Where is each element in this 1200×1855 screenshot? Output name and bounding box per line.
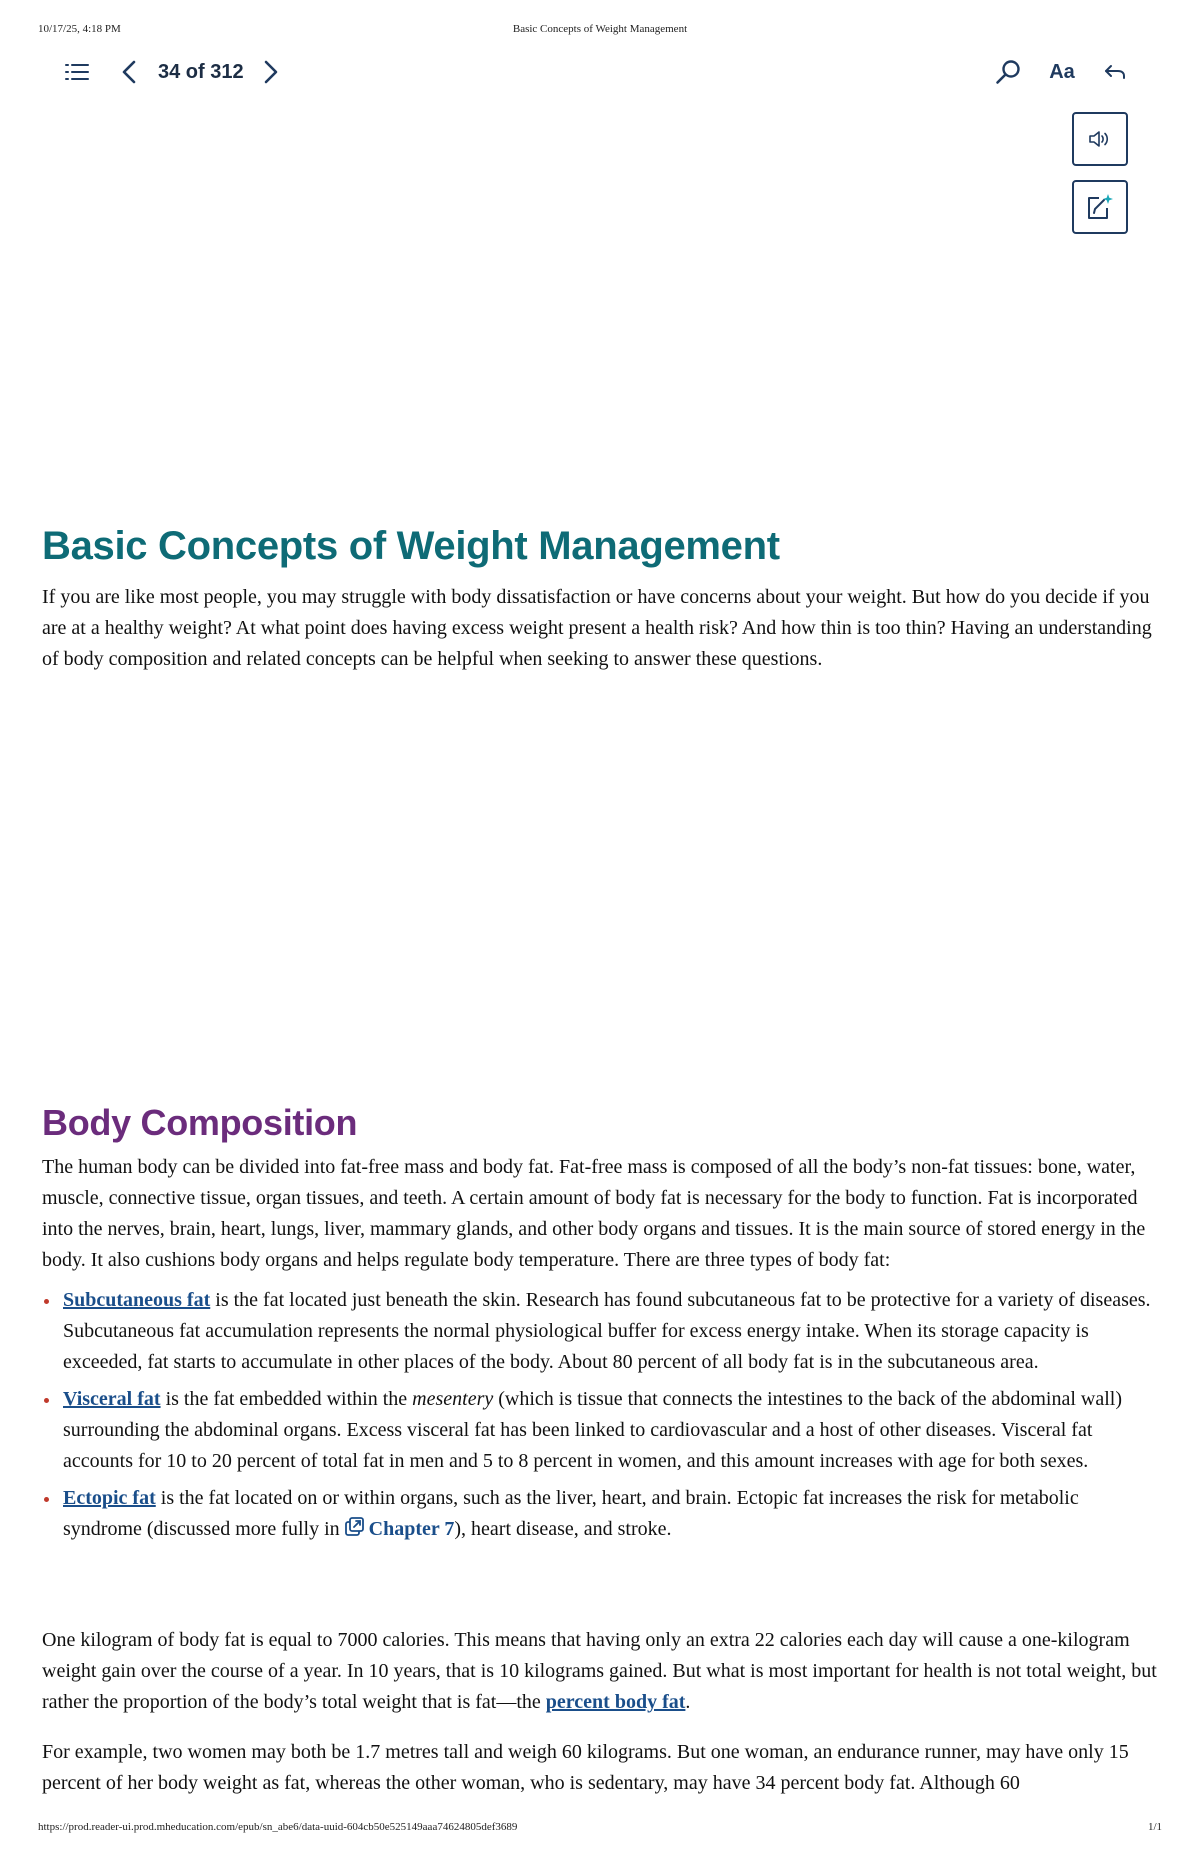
list-item-ectopic bbox=[42, 1483, 1160, 1545]
font-size-icon: Aa bbox=[1049, 60, 1075, 83]
list-item-text: ), heart disease, and stroke. bbox=[454, 1518, 672, 1540]
paragraph-text: One kilogram of body fat is equal to 7000 calories. This means that having only an extra 22 calories each day will cause a one-kilogram weight gain over the course of a year. In 10 years, that is 10 kilograms gained. But what is most important for health is not total weight, but rather the proportion of the body’s total weight that is fat—the bbox=[42, 1629, 1157, 1713]
print-datetime: 10/17/25, 4:18 PM bbox=[38, 23, 121, 35]
print-url: https://prod.reader-ui.prod.mheducation.com/epub/sn_abe6/data-uuid-604cb50e525149aaa74624805def3689 bbox=[38, 1821, 518, 1833]
list-item-subcutaneous bbox=[42, 1285, 1160, 1378]
search-icon bbox=[995, 59, 1021, 85]
print-footer bbox=[38, 1821, 1162, 1835]
list-item-text: is the fat located just beneath the skin. Research has found subcutaneous fat to be protective for a variety of diseases. Subcutaneous fat accumulation represents the normal physiological buffer for excess energy intake. When its storage capacity is exceeded, fat starts to accumulate in other places of the body. About 80 percent of all body fat is in the subcutaneous area. bbox=[63, 1289, 1151, 1373]
glossary-link-percent-body-fat[interactable]: percent body fat bbox=[545, 1691, 686, 1713]
return-icon bbox=[1103, 62, 1127, 82]
print-header bbox=[38, 23, 1162, 37]
chevron-right-icon bbox=[264, 60, 278, 84]
intro-paragraph: If you are like most people, you may struggle with body dissatisfaction or have concerns about your weight. But how do you decide if you are at a healthy weight? At what point does having excess weight present a health risk? And how thin is too thin? Having an understanding of body composition and related concepts can be helpful when seeking to answer these questions. bbox=[42, 586, 1152, 670]
section-heading-body-composition: Body Composition bbox=[42, 1102, 358, 1143]
glossary-link-subcutaneous-fat[interactable]: Subcutaneous fat bbox=[63, 1289, 211, 1311]
list-item-visceral bbox=[42, 1384, 1160, 1477]
next-page-button[interactable] bbox=[258, 56, 284, 88]
previous-page-button[interactable] bbox=[116, 56, 142, 88]
print-doc-title: Basic Concepts of Weight Management bbox=[512, 23, 688, 35]
italic-term: mesentery bbox=[412, 1388, 494, 1410]
font-settings-button[interactable] bbox=[1044, 56, 1080, 88]
calories-paragraph bbox=[42, 1625, 1160, 1718]
ai-sparkle-note-icon bbox=[1085, 192, 1115, 222]
body-composition-paragraph: The human body can be divided into fat-free mass and body fat. Fat-free mass is composed of all the body’s non-fat tissues: bone, water, muscle, connective tissue, organ tissues, and teeth. A certain amount of body fat is necessary for the body to function. Fat is incorporated into the nerves, brain, heart, lungs, liver, mammary glands, and other body organs and tissues. It is the main source of stored energy in the body. It also cushions body organs and helps regulate body temperature. There are three types of body fat: bbox=[42, 1156, 1146, 1271]
page-indicator: 34 of 312 bbox=[158, 61, 244, 83]
external-link-icon bbox=[345, 1517, 365, 1537]
read-aloud-button[interactable] bbox=[1072, 112, 1128, 166]
paragraph-text: . bbox=[685, 1691, 691, 1713]
list-item-text: is the fat embedded within the bbox=[160, 1388, 413, 1410]
chapter-link-label: Chapter 7 bbox=[368, 1518, 455, 1540]
print-page-number: 1/1 bbox=[1147, 1821, 1162, 1833]
glossary-link-visceral-fat[interactable]: Visceral fat bbox=[63, 1388, 161, 1410]
return-button[interactable] bbox=[1100, 56, 1130, 88]
chapter-link[interactable] bbox=[345, 1518, 455, 1540]
example-paragraph: For example, two women may both be 1.7 metres tall and weigh 60 kilograms. But one woman, an endurance runner, may have only 15 percent of her body weight as fat, whereas the other woman, who is sedentary, may have 34 percent body fat. Although 60 bbox=[42, 1741, 1129, 1794]
list-item-text: (which is tissue that connects the intestines to the back of the abdominal wall) surrounding the abdominal organs. Excess visceral fat has been linked to cardiovascular and a host of other diseases. Visceral fat accounts for 10 to 20 percent of total fat in men and 5 to 8 percent in women, and this amount increases with age for both sexes. bbox=[63, 1388, 1122, 1472]
fat-types-list bbox=[42, 1285, 1160, 1551]
search-button[interactable] bbox=[992, 56, 1024, 88]
speaker-icon bbox=[1088, 129, 1112, 149]
ai-notes-button[interactable] bbox=[1072, 180, 1128, 234]
list-icon bbox=[65, 62, 89, 82]
reader-toolbar bbox=[0, 52, 1200, 92]
page-title: Basic Concepts of Weight Management bbox=[42, 524, 780, 568]
table-of-contents-button[interactable] bbox=[62, 56, 92, 88]
list-item-text: is the fat located on or within organs, such as the liver, heart, and brain. Ectopic fat increases the risk for metabolic syndrome (discussed more fully in bbox=[63, 1487, 1079, 1540]
glossary-link-ectopic-fat[interactable]: Ectopic fat bbox=[63, 1487, 156, 1509]
chevron-left-icon bbox=[122, 60, 136, 84]
